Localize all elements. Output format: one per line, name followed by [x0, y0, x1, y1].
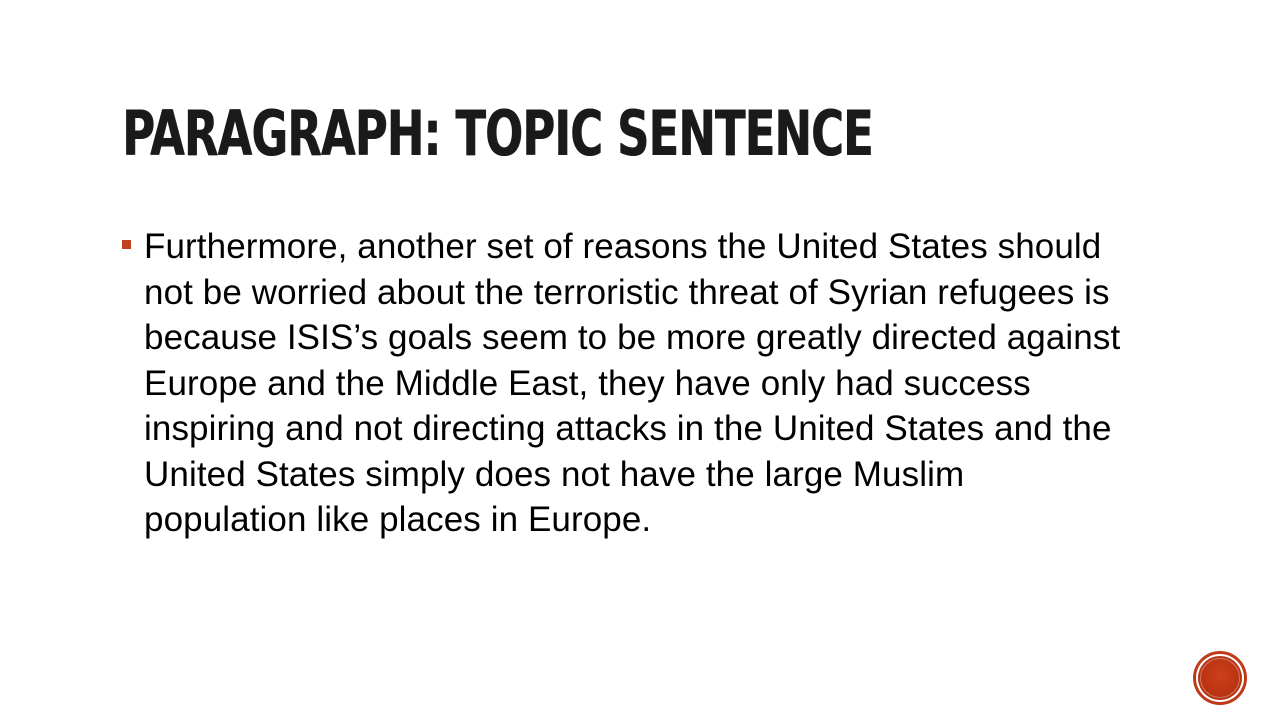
slide-title: PARAGRAPH: TOPIC SENTENCE [122, 97, 873, 170]
bullet-text: Furthermore, another set of reasons the United States should not be worried about the terroristic threat of Syrian refugees is because ISIS’s goals seem to be more greatly directed against Europe and the Middle East, they have only had success inspiring and not directing attacks in the United States and the United States simply does not have the large Muslim population like places in Europe. [144, 227, 1121, 539]
bullet-list [122, 224, 1122, 543]
square-bullet-icon [122, 240, 131, 249]
slide-nav-button[interactable] [1196, 654, 1244, 702]
bullet-item [122, 224, 1122, 543]
circle-nav-icon [1200, 658, 1240, 698]
